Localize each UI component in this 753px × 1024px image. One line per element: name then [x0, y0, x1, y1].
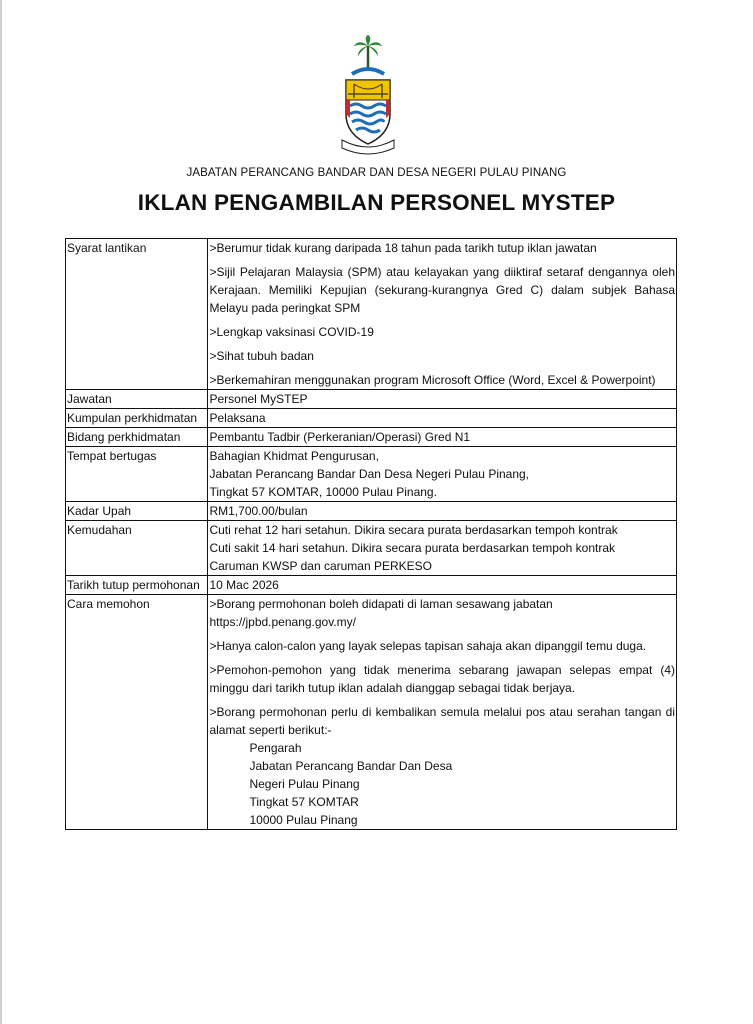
table-row	[66, 239, 677, 390]
row-label: Tarikh tutup permohonan	[66, 576, 208, 595]
method-item: >Pemohon-pemohon yang tidak menerima sebarang jawapan selepas empat (4) minggu dari tarikh tutup iklan adalah dianggap sebagai tidak berjaya.	[209, 663, 675, 695]
table-row	[66, 390, 677, 409]
penang-coat-of-arms-icon	[336, 34, 400, 158]
requirement-item: >Berumur tidak kurang daripada 18 tahun pada tarikh tutup iklan jawatan	[209, 241, 597, 255]
table-row	[66, 595, 677, 830]
workplace-value	[208, 447, 677, 502]
closing-date-value: 10 Mac 2026	[208, 576, 677, 595]
row-label: Kemudahan	[66, 521, 208, 576]
table-row	[66, 428, 677, 447]
job-details-table	[65, 238, 677, 830]
row-label: Tempat bertugas	[66, 447, 208, 502]
method-item: >Hanya calon-calon yang layak selepas tapisan sahaja akan dipanggil temu duga.	[209, 639, 647, 653]
requirement-item: >Sihat tubuh badan	[209, 349, 314, 363]
position-value: Personel MySTEP	[208, 390, 677, 409]
requirements-list	[208, 239, 677, 390]
requirement-item: >Lengkap vaksinasi COVID-19	[209, 325, 374, 339]
website-link[interactable]: https://jpbd.penang.gov.my/	[209, 615, 357, 629]
address-line: Tingkat 57 KOMTAR, 10000 Pulau Pinang.	[209, 485, 437, 499]
table-row	[66, 521, 677, 576]
service-field-value: Pembantu Tadbir (Perkeranian/Operasi) Gred N1	[208, 428, 677, 447]
address-line: Tingkat 57 KOMTAR	[249, 795, 359, 809]
application-method-value	[208, 595, 677, 830]
benefit-line: Cuti sakit 14 hari setahun. Dikira secara purata berdasarkan tempoh kontrak	[209, 541, 616, 555]
row-label: Kadar Upah	[66, 502, 208, 521]
method-item: >Borang permohonan perlu di kembalikan semula melalui pos atau serahan tangan di alamat seperti berikut:-	[209, 705, 675, 737]
benefits-value	[208, 521, 677, 576]
table-row	[66, 502, 677, 521]
address-line: Negeri Pulau Pinang	[249, 777, 360, 791]
requirement-item: >Berkemahiran menggunakan program Microsoft Office (Word, Excel & Powerpoint)	[209, 373, 656, 387]
table-row	[66, 409, 677, 428]
address-line: Jabatan Perancang Bandar Dan Desa Negeri Pulau Pinang,	[209, 467, 530, 481]
benefit-line: Cuti rehat 12 hari setahun. Dikira secara purata berdasarkan tempoh kontrak	[209, 523, 618, 537]
row-label: Syarat lantikan	[66, 239, 208, 390]
table-row	[66, 447, 677, 502]
row-label: Cara memohon	[66, 595, 208, 830]
address-line: 10000 Pulau Pinang	[249, 813, 358, 827]
address-line: Jabatan Perancang Bandar Dan Desa	[249, 759, 453, 773]
row-label: Kumpulan perkhidmatan	[66, 409, 208, 428]
address-line: Pengarah	[249, 741, 302, 755]
page-title: IKLAN PENGAMBILAN PERSONEL MYSTEP	[137, 190, 616, 215]
benefit-line: Caruman KWSP dan caruman PERKESO	[209, 559, 433, 573]
requirement-item: >Sijil Pelajaran Malaysia (SPM) atau kelayakan yang diiktiraf setaraf dengannya oleh Kerajaan. Memiliki Kepujian (sekurang-kurangnya Gred C) dalam subjek Bahasa Melayu pada peringkat SPM	[209, 265, 675, 315]
address-line: Bahagian Khidmat Pengurusan,	[209, 449, 379, 463]
method-item: >Borang permohonan boleh didapati di laman sesawang jabatan	[209, 597, 553, 611]
row-label: Jawatan	[66, 390, 208, 409]
service-group-value: Pelaksana	[208, 409, 677, 428]
page-edge	[0, 0, 2, 1024]
wage-value: RM1,700.00/bulan	[208, 502, 677, 521]
table-row	[66, 576, 677, 595]
row-label: Bidang perkhidmatan	[66, 428, 208, 447]
department-name: JABATAN PERANCANG BANDAR DAN DESA NEGERI PULAU PINANG	[186, 167, 567, 179]
